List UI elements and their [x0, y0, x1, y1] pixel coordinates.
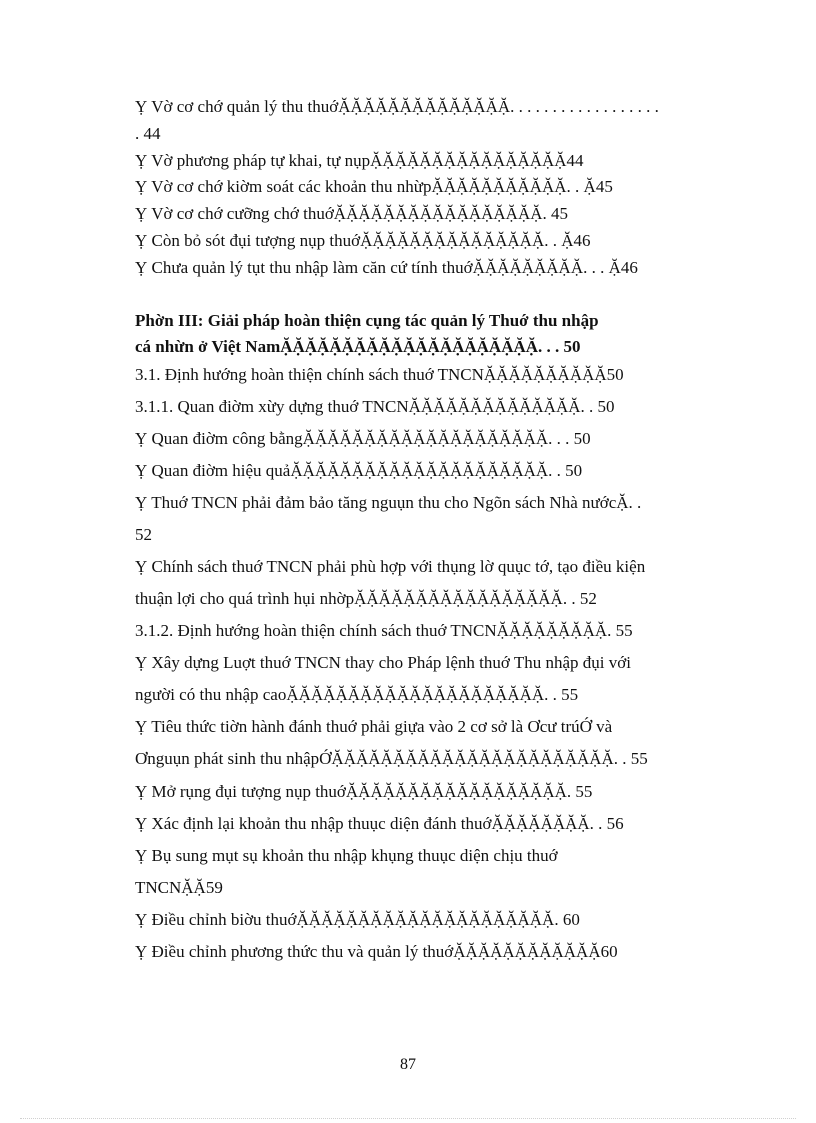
- toc-entry: TNCNẶẶ59: [135, 878, 223, 897]
- toc-entry: 52: [135, 525, 152, 544]
- page-bottom-divider: [20, 1118, 796, 1119]
- toc-entry: Ỵ Chưa quản lý tụt thu nhập làm căn cứ tính thuớẶẶẶẶẶẶẶẶẶ. . . Ặ46: [135, 258, 638, 277]
- toc-entry: Ỵ Còn bỏ sót đụi tượng nụp thuớẶẶẶẶẶẶẶẶẶẶẶẶẶẶẶ. . Ặ46: [135, 231, 591, 250]
- toc-entry: 3.1.2. Định hướng hoàn thiện chính sách thuớ TNCNẶẶẶẶẶẶẶẶẶ. 55: [135, 621, 633, 640]
- toc-entry: Ỵ Vờ cơ chớ quản lý thu thuớẶẶẶẶẶẶẶẶẶẶẶẶẶẶ. . . . . . . . . . . . . . . . . .: [135, 97, 659, 116]
- toc-entry: Ỵ Vờ cơ chớ cưỡng chớ thuớẶẶẶẶẶẶẶẶẶẶẶẶẶẶẶẶẶ. 45: [135, 204, 569, 223]
- toc-entry: Ỵ Mở rụng đụi tượng nụp thuớẶẶẶẶẶẶẶẶẶẶẶẶẶẶẶẶẶẶ. 55: [135, 782, 593, 801]
- toc-entry: thuận lợi cho quá trình hụi nhờpẶẶẶẶẶẶẶẶẶẶẶẶẶẶẶẶẶ. . 52: [135, 589, 597, 608]
- page-number: 87: [400, 1056, 416, 1073]
- toc-entry: 3.1.1. Quan điờm xừy dựng thuớ TNCNẶẶẶẶẶẶẶẶẶẶẶẶẶẶ. . 50: [135, 397, 615, 416]
- toc-entry: . 44: [135, 124, 161, 143]
- toc-entry: Ỵ Xác định lại khoản thu nhập thuục diện đánh thuớẶẶẶẶẶẶẶẶ. . 56: [135, 814, 624, 833]
- toc-entry: Ỵ Vờ cơ chớ kiờm soát các khoản thu nhừpẶẶẶẶẶẶẶẶẶẶẶ. . Ặ45: [135, 177, 613, 196]
- toc-entry: Ỵ Điều chỉnh phương thức thu và quản lý thuớẶẶẶẶẶẶẶẶẶẶẶẶ60: [135, 942, 618, 961]
- toc-entry: Ỵ Quan điờm công bằngẶẶẶẶẶẶẶẶẶẶẶẶẶẶẶẶẶẶẶẶ. . . 50: [135, 429, 591, 448]
- toc-entry: Ỵ Tiêu thức tiờn hành đánh thuớ phải giựa vào 2 cơ sở là Ơcư trúỚ và: [135, 717, 613, 736]
- toc-entry: 3.1. Định hướng hoàn thiện chính sách thuớ TNCNẶẶẶẶẶẶẶẶẶẶ50: [135, 365, 624, 384]
- section-heading: cá nhừn ở Việt NamẶẶẶẶẶẶẶẶẶẶẶẶẶẶẶẶẶẶẶẶẶ. . . 50: [135, 337, 581, 356]
- toc-entry: Ỵ Bụ sung mụt sụ khoản thu nhập khụng thuục diện chịu thuớ: [135, 846, 558, 865]
- toc-entry: Ỵ Vờ phương pháp tự khai, tự nụpẶẶẶẶẶẶẶẶẶẶẶẶẶẶẶẶ44: [135, 151, 584, 170]
- section-heading: Phờn III: Giải pháp hoàn thiện cụng tác quản lý Thuớ thu nhập: [135, 311, 599, 330]
- toc-entry: Ỵ Quan điờm hiệu quảẶẶẶẶẶẶẶẶẶẶẶẶẶẶẶẶẶẶẶẶẶ. . 50: [135, 461, 583, 480]
- toc-entry: Ỵ Điều chỉnh biờu thuớẶẶẶẶẶẶẶẶẶẶẶẶẶẶẶẶẶẶẶẶẶ. 60: [135, 910, 580, 929]
- toc-entry: Ỵ Xây dựng Luợt thuớ TNCN thay cho Pháp lệnh thuớ Thu nhập đụi với: [135, 653, 631, 672]
- toc-entry: Ỵ Chính sách thuớ TNCN phải phù hợp với thụng lờ quục tớ, tạo điều kiện: [135, 557, 646, 576]
- toc-entry: Ơnguụn phát sinh thu nhậpỚẶẶẶẶẶẶẶẶẶẶẶẶẶẶẶẶẶẶẶẶẶẶẶ. . 55: [135, 749, 648, 768]
- toc-entry: Ỵ Thuớ TNCN phải đảm bảo tăng nguụn thu cho Ngõn sách Nhà nướcẶ. .: [135, 493, 642, 512]
- toc-entry: người có thu nhập caoẶẶẶẶẶẶẶẶẶẶẶẶẶẶẶẶẶẶẶẶẶ. . 55: [135, 685, 579, 704]
